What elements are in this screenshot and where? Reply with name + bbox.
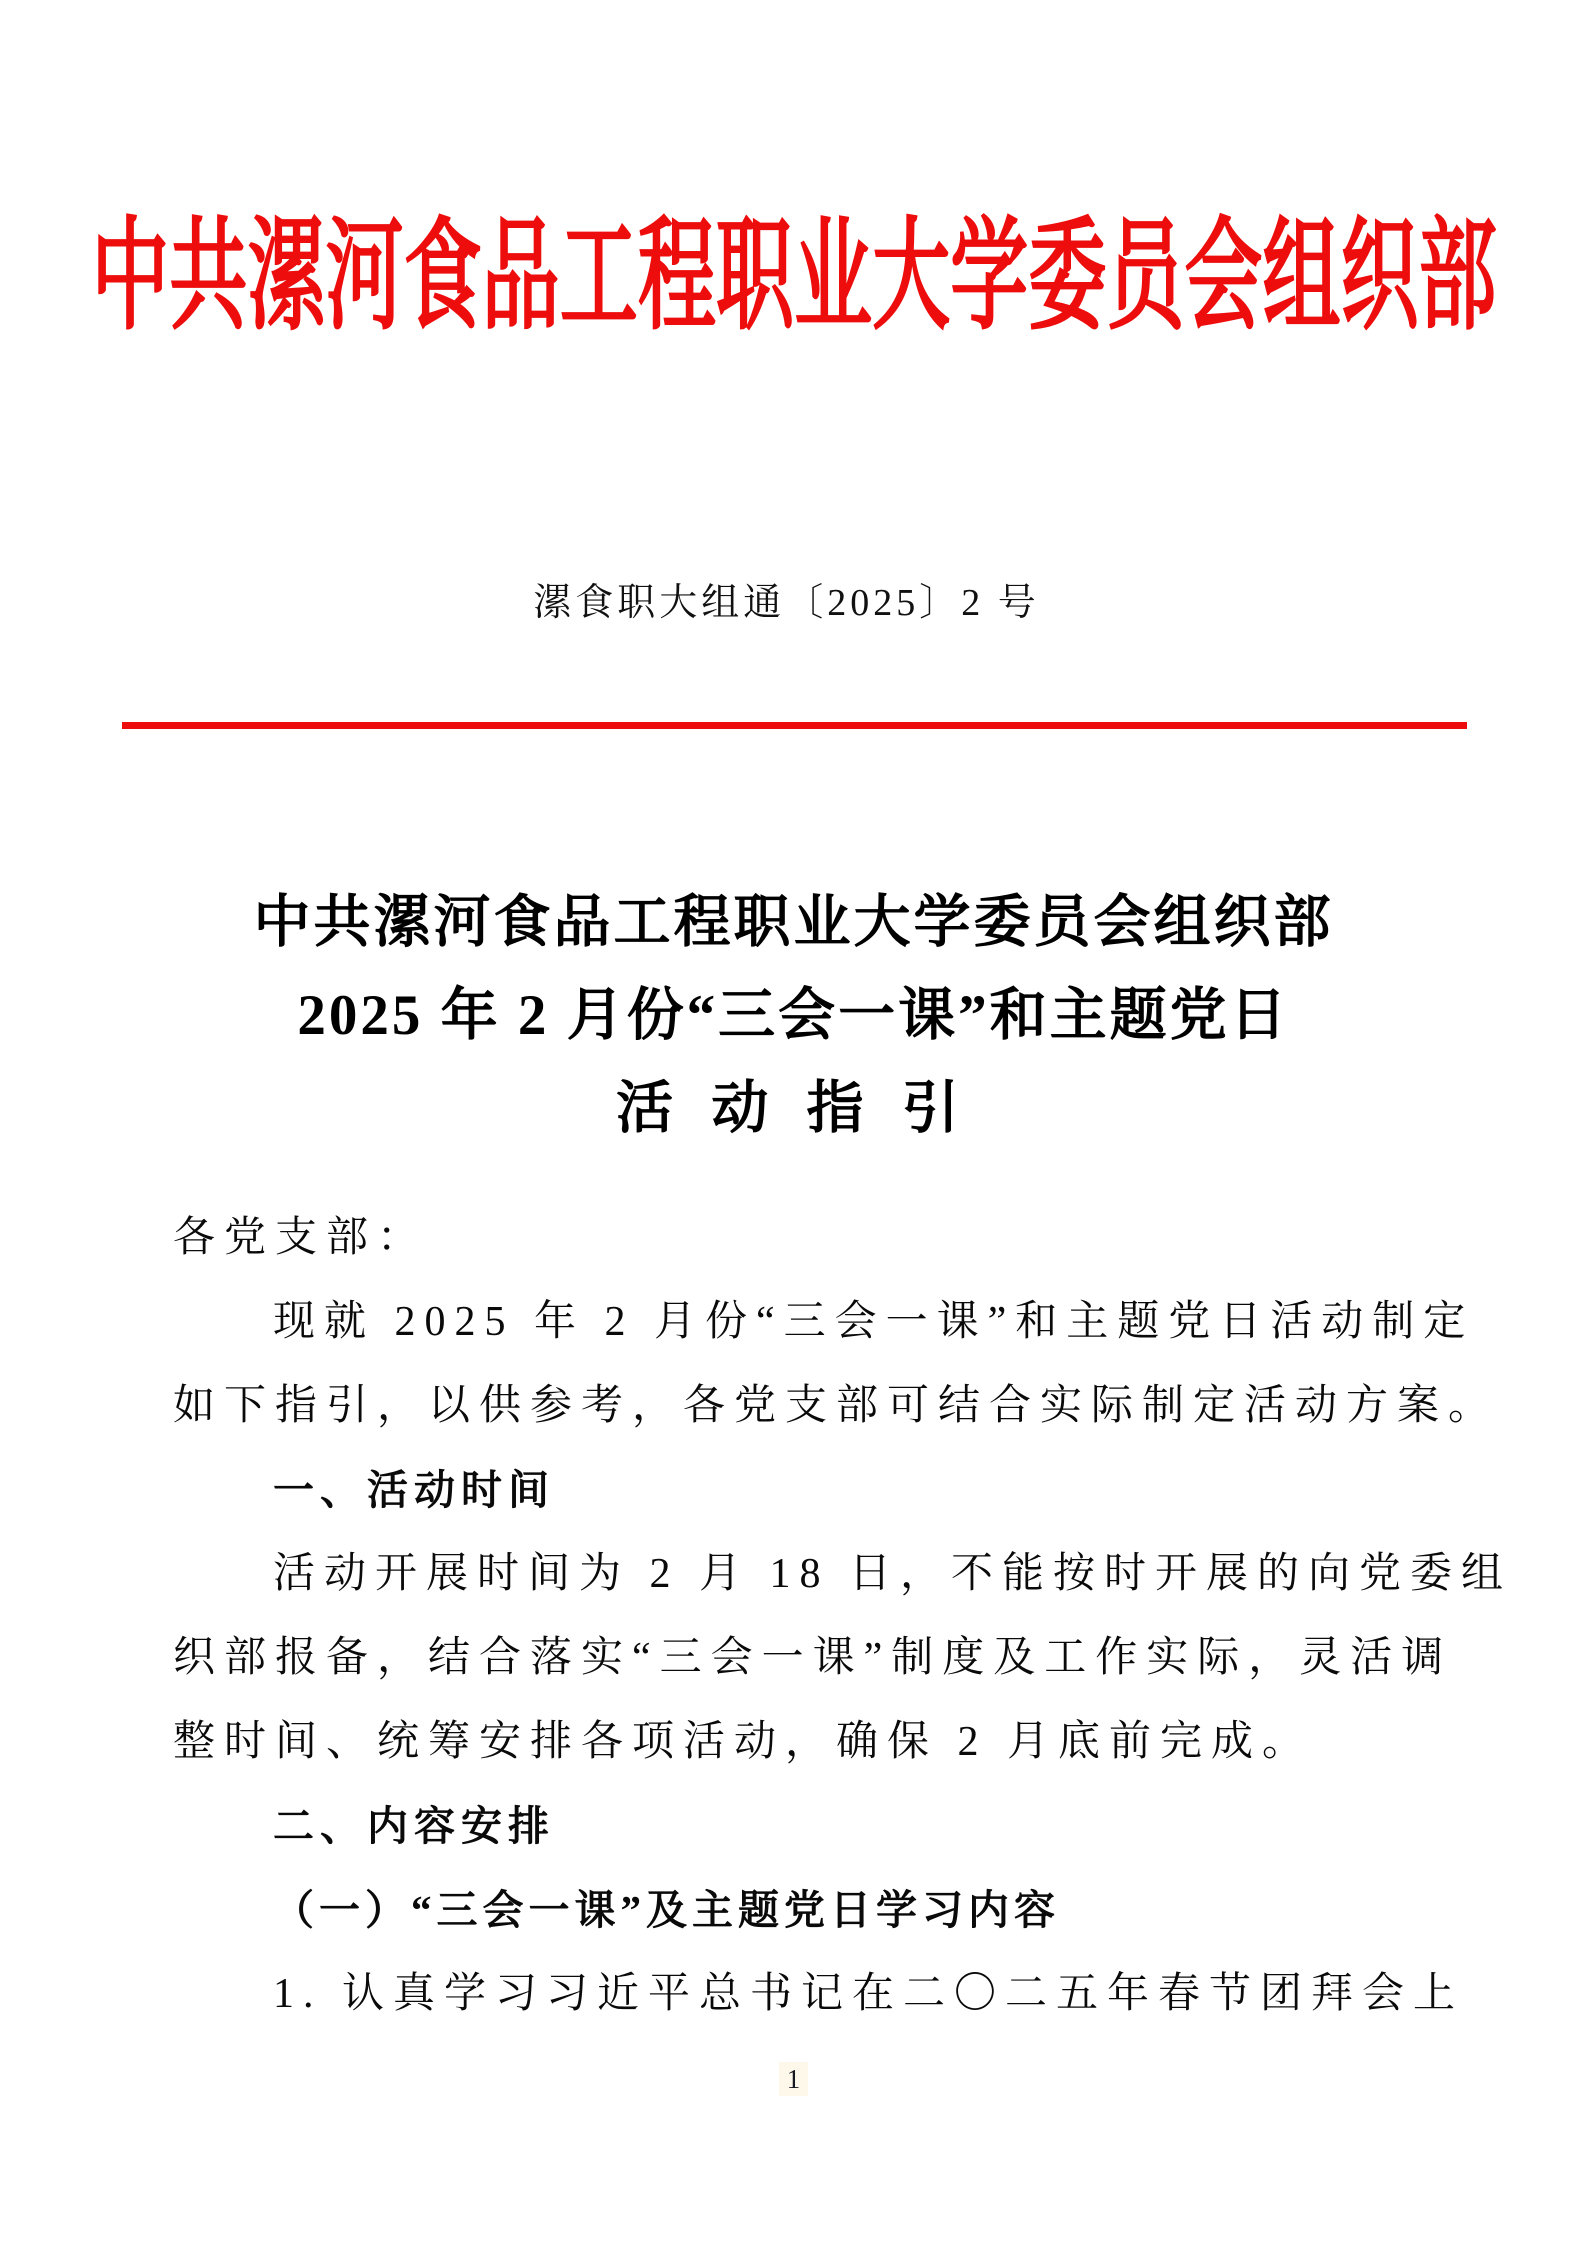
paragraph-2-line-1: 活动开展时间为 2 月 18 日，不能按时开展的向党委组 xyxy=(273,1551,1513,1597)
page-number: 1 xyxy=(779,2062,809,2096)
paragraph-1-line-2: 如下指引，以供参考，各党支部可结合实际制定活动方案。 xyxy=(173,1383,1500,1429)
section-heading-2: 二、内容安排 xyxy=(273,1803,555,1849)
document-title-line3: 活 动 指 引 xyxy=(616,1077,971,1140)
section-heading-1: 一、活动时间 xyxy=(273,1467,555,1513)
footer xyxy=(0,2062,1587,2096)
document-number: 漯食职大组通〔2025〕2 号 xyxy=(533,582,1040,624)
document-body xyxy=(173,1196,1513,2036)
document-title-line1: 中共漯河食品工程职业大学委员会组织部 xyxy=(253,891,1334,954)
sub-heading-1: （一）“三会一课”及主题党日学习内容 xyxy=(273,1887,1060,1933)
document-title-line2: 2025 年 2 月份“三会一课”和主题党日 xyxy=(297,984,1290,1047)
letterhead-org-name: 中共漯河食品工程职业大学委员会组织部 xyxy=(90,210,1497,345)
list-item-1: 1. 认真学习习近平总书记在二〇二五年春节团拜会上 xyxy=(273,1971,1465,2017)
letterhead xyxy=(0,208,1587,348)
paragraph-1-line-1: 现就 2025 年 2 月份“三会一课”和主题党日活动制定 xyxy=(273,1299,1475,1345)
paragraph-2-line-2: 织部报备，结合落实“三会一课”制度及工作实际，灵活调 xyxy=(173,1635,1453,1681)
red-separator-rule xyxy=(122,722,1467,729)
paragraph-2-line-3: 整时间、统筹安排各项活动，确保 2 月底前完成。 xyxy=(173,1719,1314,1765)
salutation: 各党支部： xyxy=(173,1215,429,1261)
document-title xyxy=(0,876,1587,1155)
